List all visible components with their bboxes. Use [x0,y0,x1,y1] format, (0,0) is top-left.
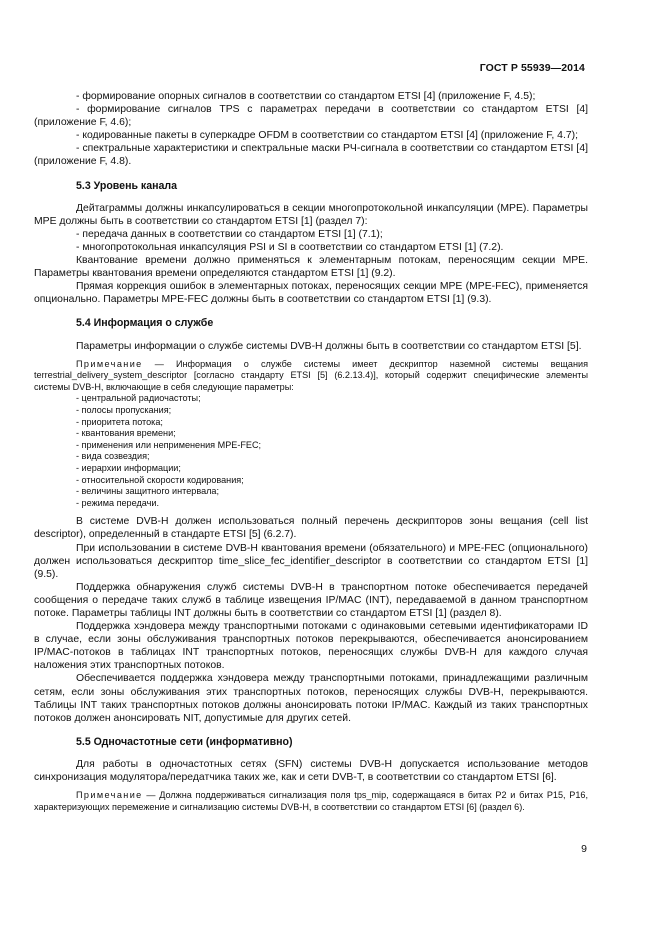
page-number: 9 [581,843,587,855]
note [34,790,588,813]
paragraph: Обеспечивается поддержка хэндовера между транспортными потоками, принадлежащими различным сетям, если зоны обслуживания этих транспортных потоков, переносящих службы DVB-H, перекрываются. Таблицы INT таких транспортных потоков должны анонсировать потоки IP/MAC. Каждый из таких транспортных потоков должен анонсировать NIT, допустимые для других сетей. [34,673,588,724]
list-item: - формирование опорных сигналов в соответствии со стандартом ETSI [4] (приложение F, 4.5); [76,91,536,102]
section-heading: 5.3 Уровень канала [76,179,178,192]
section-heading: 5.4 Информация о службе [76,317,214,330]
note-list-item: - относительной скорости кодирования; [76,474,244,485]
paragraph: Поддержка обнаружения служб системы DVB-H в транспортном потоке обеспечивается передачей сообщения о передаче таких служб в таблице извещения IP/MAC (INT), передаваемой в данном транспортном потоке. Параметры таблицы INT должны быть в соответствии со стандартом ETSI [1] (раздел 8). [34,581,588,619]
section-heading: 5.5 Одночастотные сети (информативно) [76,735,293,748]
note-list-item: - приоритета потока; [76,416,163,427]
page-content [34,90,588,813]
list-item: - многопротокольная инкапсуляция PSI и SI в соответствии со стандартом ETSI [1] (7.2). [76,241,504,253]
paragraph: Квантование времени должно применяться к элементарным потокам, переносящим секции MPE. Параметры квантования времени определяются стандартом ETSI [1] (9.2). [34,255,588,280]
list-item: - спектральные характеристики и спектральные маски РЧ-сигнала в соответствии со стандартом ETSI [4] (приложение F, 4.8). [34,143,588,168]
note-text: — Должна поддерживаться сигнализация поля tps_mip, содержащаяся в битах P2 и битах P15, P16, характеризующих перемежение и сигнализацию системы DVB-H, в соответствии со стандартом ETSI [6] (раздел 6). [34,790,588,812]
list-item: - передача данных в соответствии со стандартом ETSI [1] (7.1); [76,228,383,240]
note-text: — Информация о службе системы имеет дескриптор наземной системы вещания terrestrial_delivery_system_descriptor [согласно стандарту ETSI [5] (6.2.13.4)], который содержит специфические элементы системы DVB-H, включающие в себя следующие параметры: [34,358,588,392]
note-list-item: - иерархии информации; [76,462,181,473]
note-list-item: - величины защитного интервала; [76,486,220,497]
paragraph: Прямая коррекция ошибок в элементарных потоках, переносящих секции MPE (MPE-FEC), применяется опционально. Параметры MPE-FEC должны быть в соответствии со стандартом ETSI [1] (9.3). [34,281,588,306]
note [34,359,588,394]
note-list-item: - режима передачи. [76,497,159,508]
note-list-item: - центральной радиочастоты; [76,393,201,404]
list-item: - формирование сигналов TPS с параметрах передачи в соответствии со стандартом ETSI [4] (приложение F, 4.6); [34,104,588,129]
document-code-header: ГОСТ Р 55939—2014 [479,62,585,74]
note-list-item: - вида созвездия; [76,451,150,462]
paragraph: В системе DVB-H должен использоваться полный перечень дескрипторов зоны вещания (cell list descriptor), определенный в стандарте ETSI [5] (6.2.7). [34,516,588,541]
paragraph: Дейтаграммы должны инкапсулироваться в секции многопротокольной инкапсуляции (MPE). Параметры MPE должны быть в соответствии со стандартом ETSI [1] (раздел 7): [34,202,588,227]
note-list-item: - квантования времени; [76,428,176,439]
note-list-item: - полосы пропускания; [76,404,172,415]
list-item: - кодированные пакеты в суперкадре OFDM в соответствии со стандартом ETSI [4] (приложение F, 4.7); [76,130,578,142]
paragraph: При использовании в системе DVB-H квантования времени (обязательного) и MPE-FEC (опционального) должен использоваться дескриптор time_slice_fec_identifier_descriptor в соответствии со стандартом ETSI [1] (9.5). [34,542,588,580]
note-list-item: - применения или неприменения MPE-FEC; [76,439,262,450]
paragraph: Для работы в одночастотных сетях (SFN) системы DVB-H допускается использование методов синхронизация модулятора/передатчика таких же, как и сети DVB-T, в соответствии со стандартом ETSI [6]. [34,758,588,783]
paragraph: Поддержка хэндовера между транспортными потоками с одинаковыми сетевыми идентификаторами ID в случае, если зоны обслуживания транспортных потоков перекрываются, обеспечивается анонсированием IP/MAC-потоков в таблицах INT транспортных потоков, переносящих службы DVB-H для каждого случая наложения этих транспортных потоков. [34,621,588,672]
note-label: Примечание [76,358,143,369]
note-label: Примечание [76,790,143,801]
paragraph: Параметры информации о службе системы DVB-H должны быть в соответствии со стандартом ETSI [5]. [76,340,582,352]
